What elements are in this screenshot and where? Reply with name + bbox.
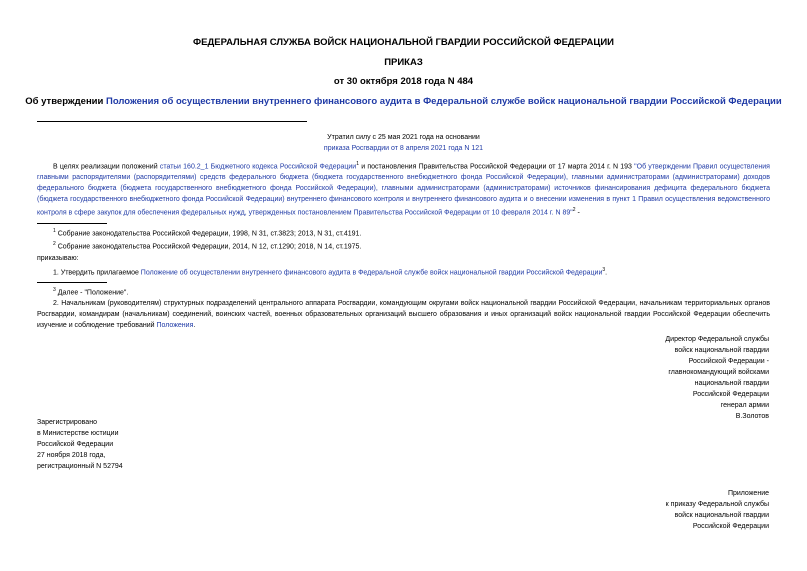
signature-block (519, 334, 769, 422)
registration-block (37, 417, 287, 472)
agency-title: ФЕДЕРАЛЬНАЯ СЛУЖБА ВОЙСК НАЦИОНАЛЬНОЙ ГВАРДИИ РОССИЙСКОЙ ФЕДЕРАЦИИ (193, 37, 614, 48)
signature-line: главнокомандующий войсками (668, 369, 769, 376)
doc-title (0, 96, 807, 107)
registration-line: регистрационный N 52794 (37, 463, 123, 470)
preamble-text-mid: и постановления Правительства Российской Федерации от 17 марта 2014 г. N 193 (359, 163, 635, 171)
budget-code-link[interactable]: статьи 160.2_1 Бюджетного кодекса Российской Федерации (159, 163, 357, 171)
appendix-line: войск национальной гвардии (674, 512, 769, 519)
footnote-ref-2[interactable]: 2 (572, 207, 576, 214)
regulation-ref-link[interactable]: Положения (156, 322, 194, 329)
preamble-text-end: - (575, 209, 580, 217)
footnote-3-text: Далее - "Положение". (55, 289, 129, 297)
footnote-3 (53, 285, 128, 298)
regulation-link[interactable]: Положение об осуществлении внутреннего финансового аудита в Федеральной службе войск национальной гвардии Российской Федерации (140, 269, 603, 277)
registration-line: в Министерстве юстиции (37, 430, 119, 437)
government-decree-link[interactable]: "Об утверждении Правил осуществления главными распорядителями (распорядителями) средств федерального бюджета (бюджета государственного внебюджетного фонда Российской Федерации), главными администраторами (администраторами) доходов федерального бюджета (бюджета государственного внебюджетного фонда Российской Федерации), главными администраторами (администраторами) источников финансирования дефицита федерального бюджета (бюджета государственного внебюджетного фонда Российской Федерации) внутреннего финансового контроля и внутреннего финансового аудита и о внесении изменения в пункт 1 Правил осуществления ведомственного контроля в сфере закупок для обеспечения федеральных нужд, утвержденных постановлением Правительства Российской Федерации от 10 февраля 2014 г. N 89" (37, 163, 770, 217)
footnote-divider-1 (37, 223, 107, 224)
footnote-ref-1[interactable]: 1 (356, 161, 359, 167)
orders-word: приказываю: (37, 255, 79, 262)
item-2-text: 2. Начальникам (руководителям) структурных подразделений центрального аппарата Росгвардии, командующим округами войск национальной гвардии Российской Федерации, начальникам территориальных органов Росгвардии, командирам (начальникам) соединений, воинских частей, военных образовательных организаций высшего образования и иных организаций войск национальной гвардии Российской Федерации обеспечить изучение и соблюдение требований (37, 300, 770, 329)
footnote-1-mark: 1 (53, 228, 56, 234)
footnote-divider-2 (37, 282, 107, 283)
doc-type: ПРИКАЗ (384, 57, 423, 68)
item-1-end: . (605, 269, 608, 277)
signature-line: войск национальной гвардии (674, 347, 769, 354)
registration-line: Зарегистрировано (37, 419, 97, 426)
title-divider (37, 121, 307, 122)
registration-line: Российской Федерации (37, 441, 114, 448)
registration-line: 27 ноября 2018 года, (37, 452, 106, 459)
item-1-start: 1. Утвердить прилагаемое (53, 269, 141, 277)
status-link-line (0, 143, 807, 154)
doc-date-number: от 30 октября 2018 года N 484 (333, 76, 474, 87)
item-2 (37, 298, 770, 331)
item-2-end: . (193, 322, 196, 329)
footnote-1-text: Собрание законодательства Российской Федерации, 1998, N 31, ст.3823; 2013, N 31, ст.4191. (55, 230, 362, 238)
signature-line: Российской Федерации - (688, 358, 769, 365)
footnote-2-mark: 2 (53, 241, 56, 247)
signature-line: Директор Федеральной службы (665, 336, 769, 343)
appendix-line: к приказу Федеральной службы (665, 501, 769, 508)
preamble-paragraph (37, 159, 770, 219)
repeal-order-link[interactable]: приказа Росгвардии от 8 апреля 2021 года N 121 (323, 145, 484, 152)
footnote-1 (53, 226, 361, 239)
signature-line: генерал армии (720, 402, 769, 409)
footnote-2 (53, 239, 361, 252)
footnote-2-text: Собрание законодательства Российской Федерации, 2014, N 12, ст.1290; 2018, N 14, ст.1975. (55, 243, 362, 251)
signature-line: Российской Федерации (692, 391, 769, 398)
appendix-line: Приложение (727, 490, 769, 497)
footnote-3-mark: 3 (53, 287, 56, 293)
doc-title-link[interactable]: Положения об осуществлении внутреннего финансового аудита в Федеральной службе войск национальной гвардии Российской Федерации (106, 96, 782, 107)
appendix-block (519, 488, 769, 532)
status-line: Утратил силу с 25 мая 2021 года на основании (327, 134, 480, 141)
appendix-line: Российской Федерации (692, 523, 769, 530)
signature-line: национальной гвардии (694, 380, 769, 387)
preamble-text-start: В целях реализации положений (53, 163, 160, 171)
item-1 (53, 265, 770, 278)
signature-line: В.Золотов (735, 413, 769, 420)
doc-title-prefix: Об утверждении (25, 96, 106, 107)
footnote-ref-3[interactable]: 3 (602, 267, 606, 273)
